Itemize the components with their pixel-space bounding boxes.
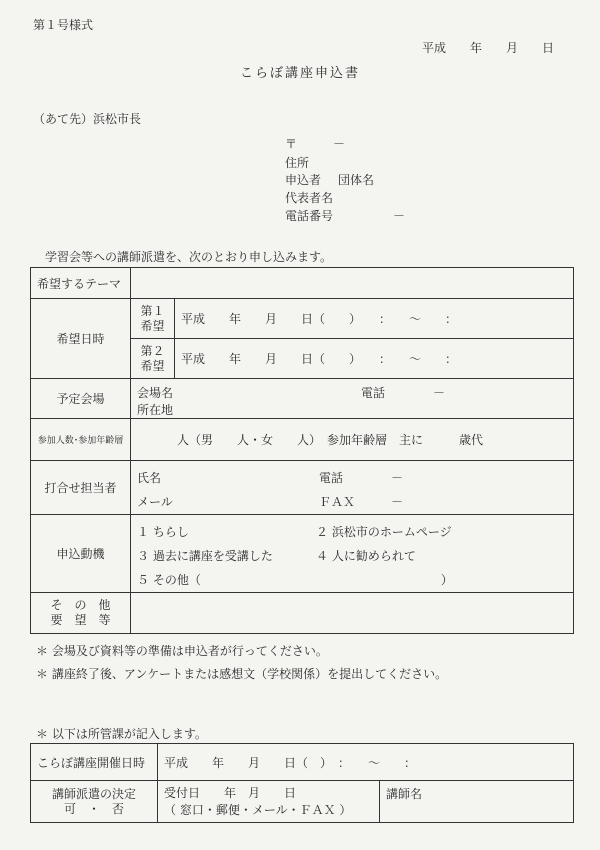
lecturer-field[interactable] (380, 781, 574, 823)
attendees-label: 参加人数･参加年齢層 (31, 419, 131, 461)
other-label-1: そ の 他 (50, 598, 111, 612)
form-number: 第１号様式 (33, 18, 94, 32)
applicant-label: 申込者 (285, 173, 322, 187)
office-table (30, 743, 574, 823)
note-1: ＊ 会場及び資料等の準備は申込者が行ってください。 (36, 644, 328, 658)
motive-1[interactable]: １ ちらし (137, 524, 189, 539)
addressee: （あて先）浜松市長 (33, 112, 142, 126)
choice1-b: 希望 (140, 318, 165, 333)
choice2-a: 第２ (140, 343, 165, 358)
office-note: ＊ 以下は所管課が記入します。 (36, 727, 207, 741)
venue-address-label: 所在地 (137, 402, 174, 417)
note-2: ＊ 講座終了後、アンケートまたは感想文（学校関係）を提出してください。 (36, 667, 448, 681)
date-line: 平成 年 月 日 (422, 41, 555, 55)
contact-field[interactable] (131, 461, 574, 515)
motive-2[interactable]: ２ 浜松市のホームページ (316, 524, 452, 539)
motive-field[interactable] (131, 515, 574, 593)
contact-name-label: 氏名 (137, 470, 162, 485)
theme-label: 希望するテーマ (31, 268, 131, 299)
decision-label-text: 講師派遣の決定 (51, 786, 136, 801)
contact-label: 打合せ担当者 (31, 461, 131, 515)
venue-name-label: 会場名 (137, 385, 174, 400)
motive-4[interactable]: ４ 人に勧められて (316, 548, 416, 563)
decision-value[interactable]: 可 ・ 否 (63, 801, 124, 816)
choice2-field[interactable]: 平成 年 月 日（ ） ： ～ ： (175, 339, 574, 379)
decision-label (31, 781, 158, 823)
choice1-label (131, 299, 175, 339)
motive-label: 申込動機 (31, 515, 131, 593)
received-label: 受付日 年 月 日 (164, 785, 297, 800)
application-table (30, 267, 574, 634)
contact-mail-label: メール (137, 494, 173, 509)
venue-label: 予定会場 (31, 379, 131, 419)
choice1-a: 第１ (140, 303, 165, 318)
other-field[interactable] (131, 593, 574, 634)
lecturer-label: 講師名 (386, 787, 423, 801)
received-methods[interactable]: （ 窓口・郵便・メール・ＦＡＸ ） (164, 802, 352, 817)
attendees-field[interactable]: 人（男 人・女 人） 参加年齢層 主に 歳代 (131, 419, 574, 461)
date-label: 希望日時 (31, 299, 131, 379)
held-label: こらぼ講座開催日時 (31, 744, 158, 781)
other-label (31, 593, 131, 634)
contact-fax-label: ＦＡＸ － (319, 494, 404, 509)
theme-field[interactable] (131, 268, 574, 299)
contact-phone-label: 電話 － (319, 470, 404, 485)
held-field[interactable]: 平成 年 月 日（ ） ： ～ ： (158, 744, 574, 781)
venue-field[interactable] (131, 379, 574, 419)
motive-3[interactable]: ３ 過去に講座を受講した (137, 548, 273, 563)
choice2-b: 希望 (140, 358, 165, 373)
phone-label: 電話番号 － (285, 209, 406, 223)
rep-name-label: 代表者名 (285, 191, 334, 205)
venue-phone-label: 電話 － (361, 385, 446, 400)
choice2-label (131, 339, 175, 379)
address-label: 住所 (285, 156, 310, 170)
received-field[interactable] (158, 781, 380, 823)
other-label-2: 要 望 等 (50, 613, 111, 627)
intro-text: 学習会等への講師派遣を、次のとおり申し込みます。 (45, 250, 333, 264)
page-title: こらぼ講座申込書 (240, 66, 361, 81)
motive-5[interactable]: ５ その他（ ） (137, 572, 453, 587)
org-name-label: 団体名 (338, 173, 375, 187)
postal-code: 〒 － (285, 137, 346, 151)
choice1-field[interactable]: 平成 年 月 日（ ） ： ～ ： (175, 299, 574, 339)
